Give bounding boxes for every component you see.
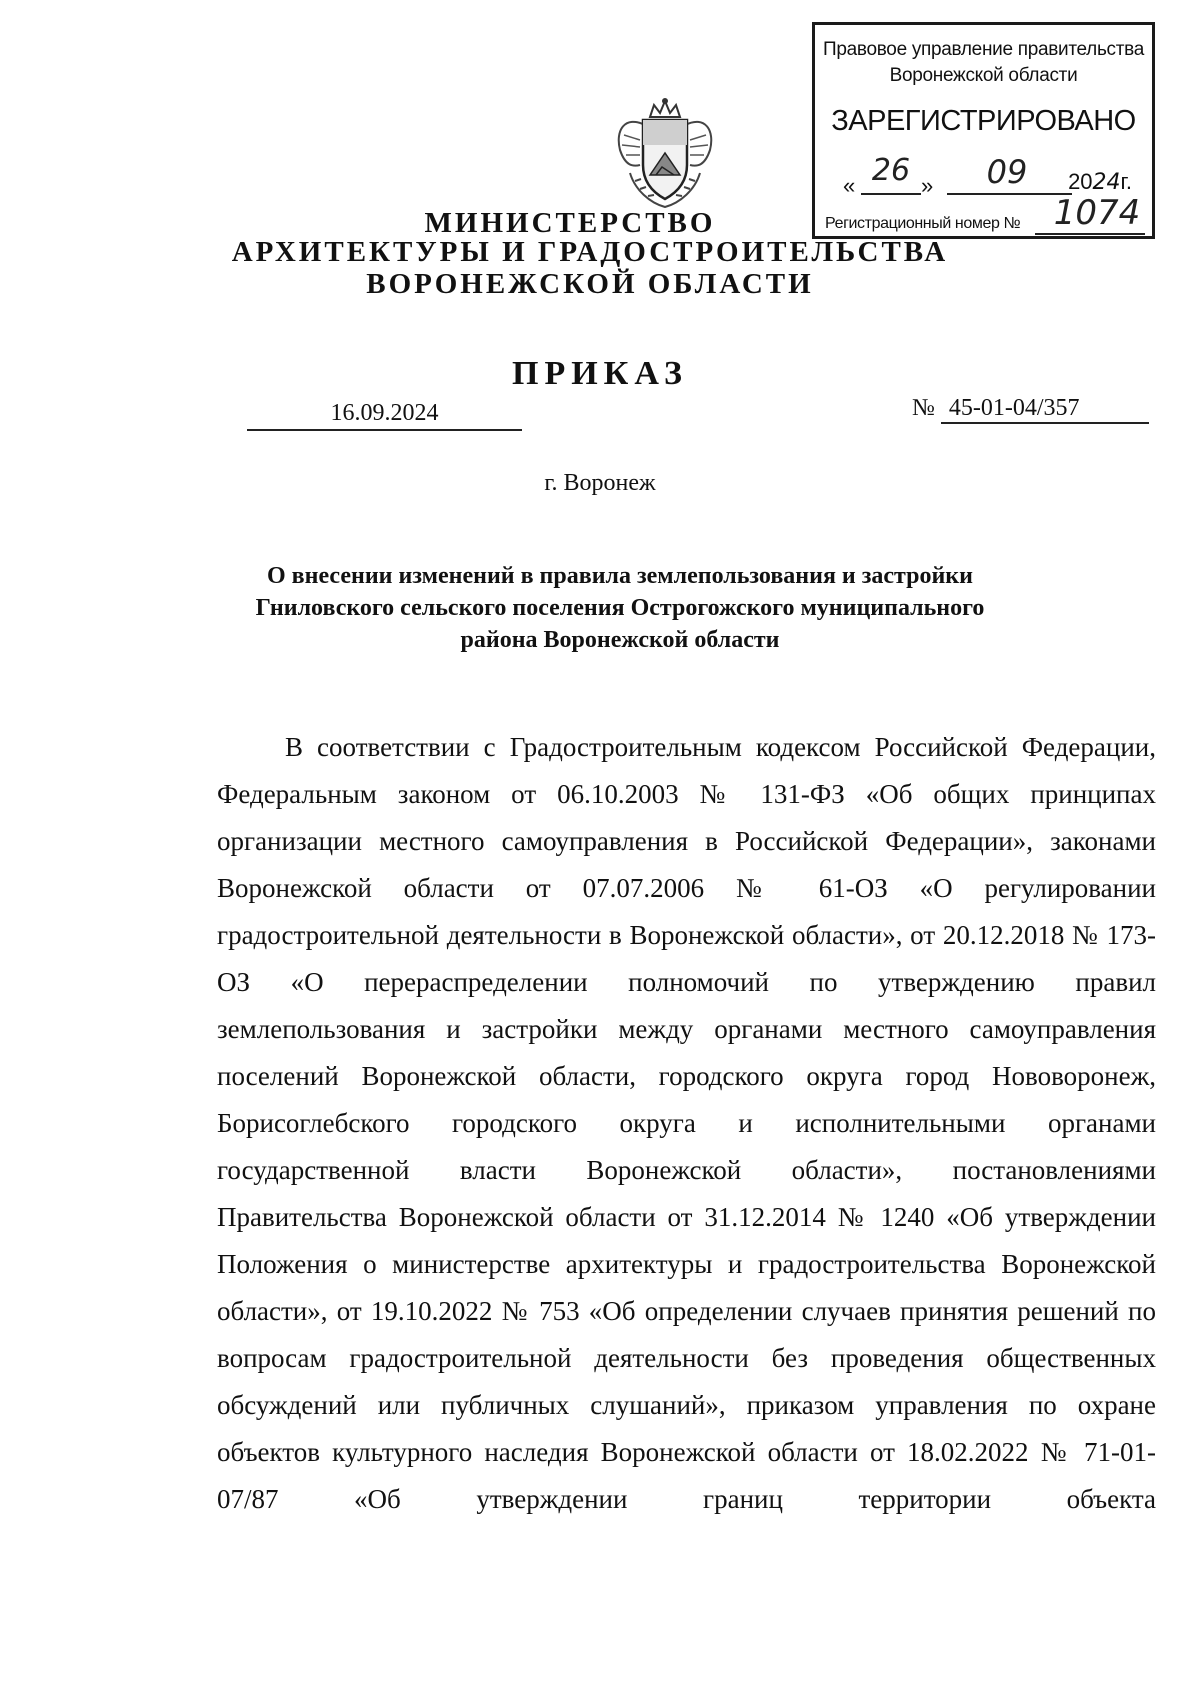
stamp-date: [837, 153, 1134, 198]
stamp-quote-open: «: [843, 173, 856, 198]
order-date: 16.09.2024: [247, 400, 522, 431]
ministry-title-line1: МИНИСТЕРСТВО: [424, 207, 716, 239]
order-number-label: №: [912, 395, 935, 421]
stamp-day: 26: [871, 153, 911, 188]
city-line: г. Воронеж: [544, 470, 656, 496]
stamp-year: 2024г.: [1068, 169, 1132, 195]
voronezh-coat-of-arms-icon: [610, 95, 720, 215]
stamp-reg-number: 1074: [1053, 193, 1141, 233]
ministry-title-line3: ВОРОНЕЖСКОЙ ОБЛАСТИ: [366, 268, 814, 300]
stamp-authority-line2: Воронежской области: [889, 65, 1078, 86]
stamp-authority-line1: Правовое управление правительства: [822, 39, 1144, 60]
stamp-month: 09: [986, 153, 1028, 191]
stamp-registered-title: ЗАРЕГИСТРИРОВАНО: [831, 105, 1136, 137]
stamp-year-handwritten: 24: [1092, 170, 1121, 195]
ministry-title-line2: АРХИТЕКТУРЫ И ГРАДОСТРОИТЕЛЬСТВА: [231, 236, 949, 268]
order-number-field: [912, 395, 1149, 424]
stamp-reg-label: Регистрационный номер №: [825, 215, 1021, 232]
body-paragraph: [217, 724, 1156, 1523]
order-subject: О внесении изменений в правила землепользования и застройки Гниловского сельского поселения Острогожского муниципального района Воронежской области: [255, 563, 985, 653]
body-text: В соответствии с Градостроительным кодексом Российской Федерации, Федеральным законом от 06.10.2003 № 131-ФЗ «Об общих принципах организации местного самоуправления в Российской Федерации», законами Воронежской области от 07.07.2006 № 61-ОЗ «О регулировании градостроительной деятельности в Воронежской области», от 20.12.2018 № 173-ОЗ «О перераспределении полномочий по утверждению правил землепользования и застройки между органами местного самоуправления поселений Воронежской области, городского округа город Нововоронеж, Борисоглебского городского округа и исполнительными органами государственной власти Воронежской области», постановлениями Правительства Воронежской области от 31.12.2014 № 1240 «Об утверждении Положения о министерстве архитектуры и градостроительства Воронежской области», от 19.10.2022 № 753 «Об определении случаев принятия решений по вопросам градостроительной деятельности без проведения общественных обсуждений или публичных слушаний», приказом управления по охране объектов культурного наследия Воронежской области от 18.02.2022 № 71-01-07/87 «Об утверждении границ территории объекта: [217, 732, 1156, 1514]
document-type-title: ПРИКАЗ: [512, 355, 688, 392]
order-number: 45-01-04/357: [941, 395, 1149, 424]
stamp-quote-close: »: [921, 173, 934, 198]
